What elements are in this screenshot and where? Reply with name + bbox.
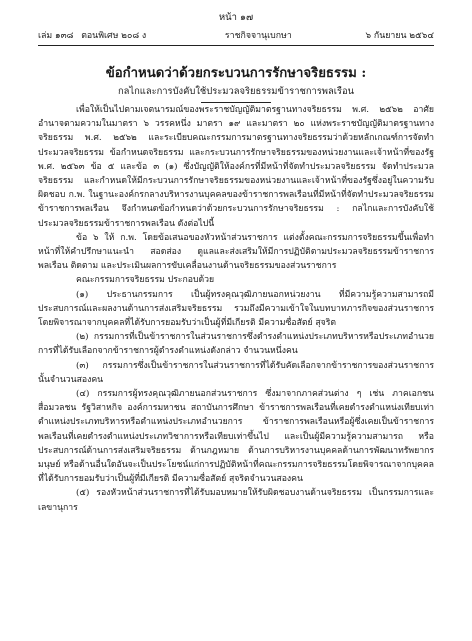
committee-composition-heading: คณะกรรมการจริยธรรม ประกอบด้วย [76,275,215,286]
preamble-paragraph: เพื่อให้เป็นไปตามเจตนารมณ์ของพระราชบัญญัติมาตรฐานทางจริยธรรม พ.ศ. ๒๕๖๒ อาศัยอำนาจตามความในมาตรา ๖ วรรคหนึ่ง มาตรา ๑๙ และมาตรา ๒๐ แห่งพระราชบัญญัติมาตรฐานทางจริยธรรม พ.ศ. ๒๕๖๒ และระเบียบคณะกรรมการมาตรฐานทางจริยธรรมว่าด้วยหลักเกณฑ์การจัดทำประมวลจริยธรรม ข้อกำหนดจริยธรรม และกระบวนการรักษาจริยธรรมของหน่วยงานและเจ้าหน้าที่ของรัฐ พ.ศ. ๒๕๖๓ ข้อ ๕ และข้อ ๓ (๑) ซึ่งบัญญัติให้องค์กรที่มีหน้าที่จัดทำประมวลจริยธรรม จัดทำประมวลจริยธรรม และกำหนดให้มีกระบวนการรักษาจริยธรรมของหน่วยงานและเจ้าหน้าที่ของรัฐซึ่งอยู่ในความรับผิดชอบ ก.พ. ในฐานะองค์กรกลางบริหารงานบุคคลของข้าราชการพลเรือนที่มีหน้าที่จัดทำประมวลจริยธรรมข้าราชการพลเรือน จึงกำหนดข้อกำหนดว่าด้วยกระบวนการรักษาจริยธรรม : กลไกและการบังคับใช้ประมวลจริยธรรมข้าราชการพลเรือน ดังต่อไปนี้ [38,105,434,229]
document-body [38,103,434,515]
issue-info [38,28,151,42]
page-number: หน้า ๑๗ [218,12,254,23]
list-item: (๕) รองหัวหน้าส่วนราชการที่ได้รับมอบหมายให้รับผิดชอบงานด้านจริยธรรม เป็นกรรมการและเลขานุการ [38,488,434,513]
gazette-name: ราชกิจจานุเบกษา [224,31,292,41]
volume-label: เล่ม ๑๓๘ [38,31,74,41]
list-item: (๔) กรรมการผู้ทรงคุณวุฒิภายนอกส่วนราชการ ซึ่งมาจากภาคส่วนต่าง ๆ เช่น ภาคเอกชนสื่อมวลชน รัฐวิสาหกิจ องค์การมหาชน สถาบันการศึกษา ข้าราชการพลเรือนที่เคยดำรงตำแหน่งเทียบเท่าตำแหน่งประเภทบริหารหรือตำแหน่งประเภทอำนวยการ ข้าราชการพลเรือนหรือผู้ซึ่งเคยเป็นข้าราชการพลเรือนที่เคยดำรงตำแหน่งประเภทวิชาการหรือเทียบเท่าขึ้นไป และเป็นผู้มีความรู้ความสามารถ หรือประสบการณ์ด้านการส่งเสริมจริยธรรม ด้านกฎหมาย ด้านการบริหารงานบุคคลด้านการพัฒนาทรัพยากรมนุษย์ หรือด้านอื่นใดอันจะเป็นประโยชน์แก่การปฏิบัติหน้าที่คณะกรรมการจริยธรรมโดยพิจารณาจากบุคคลที่ได้รับการยอมรับว่าเป็นผู้ที่มีเกียรติ มีความซื่อสัตย์ สุจริตจำนวนสองคน [38,389,434,485]
list-item: (๓) กรรมการซึ่งเป็นข้าราชการในส่วนราชการที่ได้รับคัดเลือกจากข้าราชการของส่วนราชการนั้นจำนวนสองคน [38,360,434,385]
gazette-header [38,28,434,46]
publish-date: ๖ กันยายน ๒๕๖๔ [365,31,434,41]
document-title: ข้อกำหนดว่าด้วยกระบวนการรักษาจริยธรรม : [105,66,367,81]
section-label: ตอนพิเศษ ๒๐๘ ง [81,31,147,41]
document-subtitle: กลไกและการบังคับใช้ประมวลจริยธรรมข้าราชการพลเรือน [117,86,355,97]
list-item: (๒) กรรมการที่เป็นข้าราชการในส่วนราชการซึ่งดำรงตำแหน่งประเภทบริหารหรือประเภทอำนวยการที่ได้รับเลือกจากข้าราชการผู้ดำรงตำแหน่งดังกล่าว จำนวนหนึ่งคน [38,332,434,357]
article-6-paragraph: ข้อ ๖ ให้ ก.พ. โดยข้อเสนอของหัวหน้าส่วนราชการ แต่งตั้งคณะกรรมการจริยธรรมขึ้นเพื่อทำหน้าที่ให้คำปรึกษาแนะนำ สอดส่อง ดูแลและส่งเสริมให้มีการปฏิบัติตามประมวลจริยธรรมข้าราชการพลเรือน ติดตาม และประเมินผลการขับเคลื่อนงานด้านจริยธรรมของส่วนราชการ [38,232,434,272]
list-item: (๑) ประธานกรรมการ เป็นผู้ทรงคุณวุฒิภายนอกหน่วยงาน ที่มีความรู้ความสามารถมีประสบการณ์และผลงานด้านการส่งเสริมจริยธรรม รวมถึงมีความเข้าใจในบทบาทภารกิจของส่วนราชการ โดยพิจารณาจากบุคคลที่ได้รับการยอมรับว่าเป็นผู้ที่มีเกียรติ มีความซื่อสัตย์ สุจริต [38,289,434,329]
